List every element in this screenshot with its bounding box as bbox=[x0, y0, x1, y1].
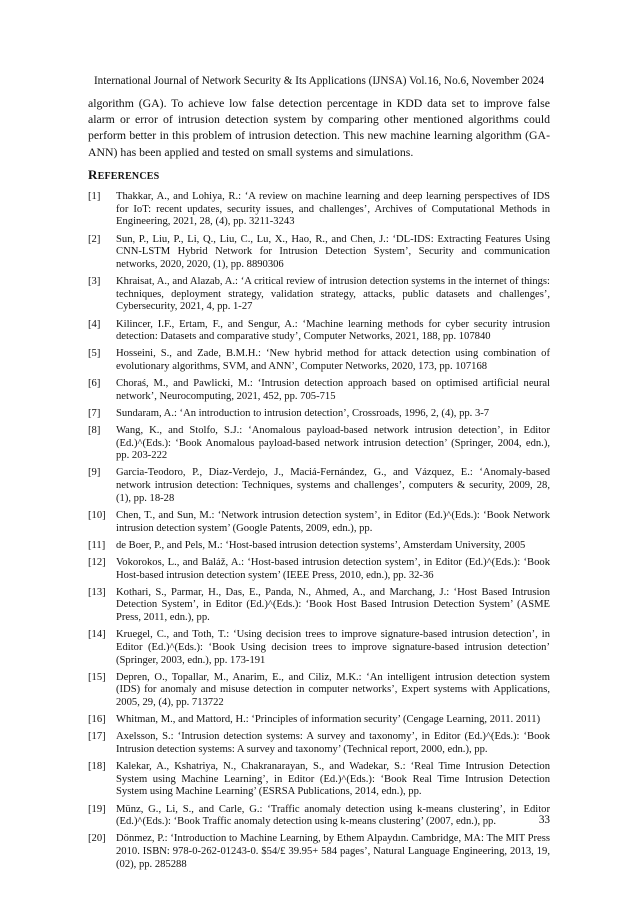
references-heading-initial: R bbox=[88, 167, 98, 182]
reference-number: [16] bbox=[88, 714, 106, 726]
reference-item bbox=[88, 408, 550, 421]
reference-text: Thakkar, A., and Lohiya, R.: ‘A review on machine learning and deep learning perspectives of IDS for IoT: recent updates, security issues, and challenges’, Archives of Computational Methods in Engineering, 2021, 28, (4), pp. 3211-3243 bbox=[116, 191, 550, 228]
page-number: 33 bbox=[538, 814, 550, 826]
reference-text: Depren, O., Topallar, M., Anarim, E., and Ciliz, M.K.: ‘An intelligent intrusion detection system (IDS) for anomaly and misuse detection in computer networks’, Expert systems with Applications, 2005, 29, (4), pp. 713722 bbox=[116, 671, 550, 709]
reference-number: [11] bbox=[88, 539, 106, 551]
reference-text: Khraisat, A., and Alazab, A.: ‘A critical review of intrusion detection systems in the internet of things: techniques, deployment strategy, validation strategy, attacks, public datasets and challenges’, Cybersecurity, 2021, 4, pp. 1-27 bbox=[116, 276, 550, 313]
reference-item bbox=[88, 378, 550, 403]
reference-text: Whitman, M., and Mattord, H.: ‘Principles of information security’ (Cengage Learning, 2011. 2011) bbox=[116, 714, 541, 726]
reference-number: [5] bbox=[88, 348, 101, 360]
references-heading bbox=[88, 168, 159, 184]
reference-item bbox=[88, 425, 550, 463]
reference-text: Hosseini, S., and Zade, B.M.H.: ‘New hybrid method for attack detection using combination of evolutionary algorithms, SVM, and ANN’, Computer Networks, 2020, 173, pp. 107168 bbox=[116, 348, 550, 372]
reference-item bbox=[88, 672, 550, 710]
reference-text: Sun, P., Liu, P., Li, Q., Liu, C., Lu, X., Hao, R., and Chen, J.: ‘DL-IDS: Extracting Features Using CNN-LSTM Hybrid Network for Intrusion Detection System’, Security and communication networks, 2020, 2020, (1), pp. 8890306 bbox=[116, 233, 550, 270]
reference-item bbox=[88, 276, 550, 314]
reference-number: [7] bbox=[88, 407, 101, 419]
reference-text: Kalekar, A., Kshatriya, N., Chakranarayan, S., and Wadekar, S.: ‘Real Time Intrusion Detection System using Machine Learning’, in Editor (Ed.)^(Eds.): ‘Book Real Time Intrusion Detection System using Machine Learning’ (ESRSA Publications, 2014, edn.), pp. bbox=[116, 761, 550, 798]
reference-number: [3] bbox=[88, 276, 101, 287]
reference-number: [8] bbox=[88, 424, 101, 436]
references-heading-rest: EFERENCES bbox=[97, 171, 160, 182]
reference-number: [4] bbox=[88, 318, 101, 330]
intro-paragraph: algorithm (GA). To achieve low false detection percentage in KDD data set to improve false alarm or error of intrusion detection system by comparing other mentioned algorithms could perform better in this problem of intrusion detection. This new machine learning algorithm (GA-ANN) has been applied and tested on small systems and simulations. bbox=[88, 96, 550, 159]
reference-number: [10] bbox=[88, 509, 106, 521]
reference-number: [9] bbox=[88, 467, 101, 479]
reference-text: Kilincer, I.F., Ertam, F., and Sengur, A.: ‘Machine learning methods for cyber security intrusion detection: Datasets and comparative study’, Computer Networks, 2021, 188, pp. 107840 bbox=[116, 318, 550, 343]
reference-item bbox=[88, 629, 550, 667]
reference-text: Garcia-Teodoro, P., Diaz-Verdejo, J., Maciá-Fernández, G., and Vázquez, E.: ‘Anomaly-based network intrusion detection: Techniques, systems and challenges’, computers & security, 2009, 28, (1), pp. 18-28 bbox=[116, 467, 550, 504]
reference-item bbox=[88, 467, 550, 505]
reference-text: Kruegel, C., and Toth, T.: ‘Using decision trees to improve signature-based intrusion detection’, in Editor (Ed.)^(Eds.): ‘Book Using decision trees to improve signature-based intrusion detection’ (Springer, 2003, edn.), pp. 173-191 bbox=[116, 629, 550, 666]
reference-item bbox=[88, 731, 550, 756]
reference-text: Dönmez, P.: ‘Introduction to Machine Learning, by Ethem Alpaydın. Cambridge, MA: The MIT Press 2010. ISBN: 978-0-262-01243-0. $54/£ 39.95+ 584 pages’, Natural Language Engineering, 2013, 19, (02), pp. 285288 bbox=[116, 833, 550, 870]
reference-item bbox=[88, 587, 550, 625]
reference-text: Münz, G., Li, S., and Carle, G.: ‘Traffic anomaly detection using k-means clustering’, in Editor (Ed.)^(Eds.): ‘Book Traffic anomaly detection using k-means clustering’ (2007, edn.), pp. bbox=[116, 803, 550, 828]
reference-text: Choraś, M., and Pawlicki, M.: ‘Intrusion detection approach based on optimised artificial neural network’, Neurocomputing, 2021, 452, pp. 705-715 bbox=[116, 378, 550, 402]
reference-item bbox=[88, 234, 550, 272]
reference-item bbox=[88, 804, 550, 829]
reference-item bbox=[88, 319, 550, 344]
reference-item bbox=[88, 761, 550, 799]
reference-text: Kothari, S., Parmar, H., Das, E., Panda, N., Ahmed, A., and Marchang, J.: ‘Host Based Intrusion Detection System’, in Editor (Ed.)^(Eds.): ‘Book Host Based Intrusion Detection System’ (ASME Press, 2011, edn.), pp. bbox=[116, 586, 550, 624]
reference-list bbox=[88, 191, 550, 876]
reference-number: [14] bbox=[88, 629, 106, 641]
reference-number: [19] bbox=[88, 803, 106, 815]
reference-text: Wang, K., and Stolfo, S.J.: ‘Anomalous payload-based network intrusion detection’, in Editor (Ed.)^(Eds.): ‘Book Anomalous payload-based network intrusion detection’ (Springer, 2004, edn.), pp. 203-222 bbox=[116, 424, 550, 462]
reference-number: [20] bbox=[88, 833, 106, 845]
reference-number: [18] bbox=[88, 761, 106, 773]
running-header: International Journal of Network Security & Its Applications (IJNSA) Vol.16, No.6, November 2024 bbox=[93, 75, 545, 87]
reference-text: Vokorokos, L., and Baláž, A.: ‘Host-based intrusion detection system’, in Editor (Ed.)^(Eds.): ‘Book Host-based intrusion detection system’ (IEEE Press, 2010, edn.), pp. 32-36 bbox=[116, 556, 550, 581]
reference-text: Chen, T., and Sun, M.: ‘Network intrusion detection system’, in Editor (Ed.)^(Eds.): ‘Book Network intrusion detection system’ (Google Patents, 2009, edn.), pp. bbox=[116, 509, 550, 534]
reference-number: [6] bbox=[88, 378, 101, 390]
reference-item bbox=[88, 348, 550, 373]
reference-item bbox=[88, 833, 550, 871]
reference-text: de Boer, P., and Pels, M.: ‘Host-based intrusion detection systems’, Amsterdam University, 2005 bbox=[116, 539, 526, 551]
reference-item bbox=[88, 510, 550, 535]
reference-item bbox=[88, 557, 550, 582]
reference-number: [13] bbox=[88, 586, 106, 598]
reference-number: [12] bbox=[88, 556, 106, 568]
reference-number: [17] bbox=[88, 731, 106, 743]
reference-number: [15] bbox=[88, 671, 106, 683]
reference-item bbox=[88, 540, 550, 553]
reference-item bbox=[88, 191, 550, 229]
reference-number: [1] bbox=[88, 191, 101, 202]
reference-number: [2] bbox=[88, 233, 101, 245]
reference-item bbox=[88, 714, 550, 727]
reference-text: Sundaram, A.: ‘An introduction to intrusion detection’, Crossroads, 1996, 2, (4), pp. 3-7 bbox=[116, 407, 490, 419]
reference-text: Axelsson, S.: ‘Intrusion detection systems: A survey and taxonomy’, in Editor (Ed.)^(Eds.): ‘Book Intrusion detection systems: A survey and taxonomy’ (Technical report, 2000, edn.), pp. bbox=[116, 731, 550, 755]
